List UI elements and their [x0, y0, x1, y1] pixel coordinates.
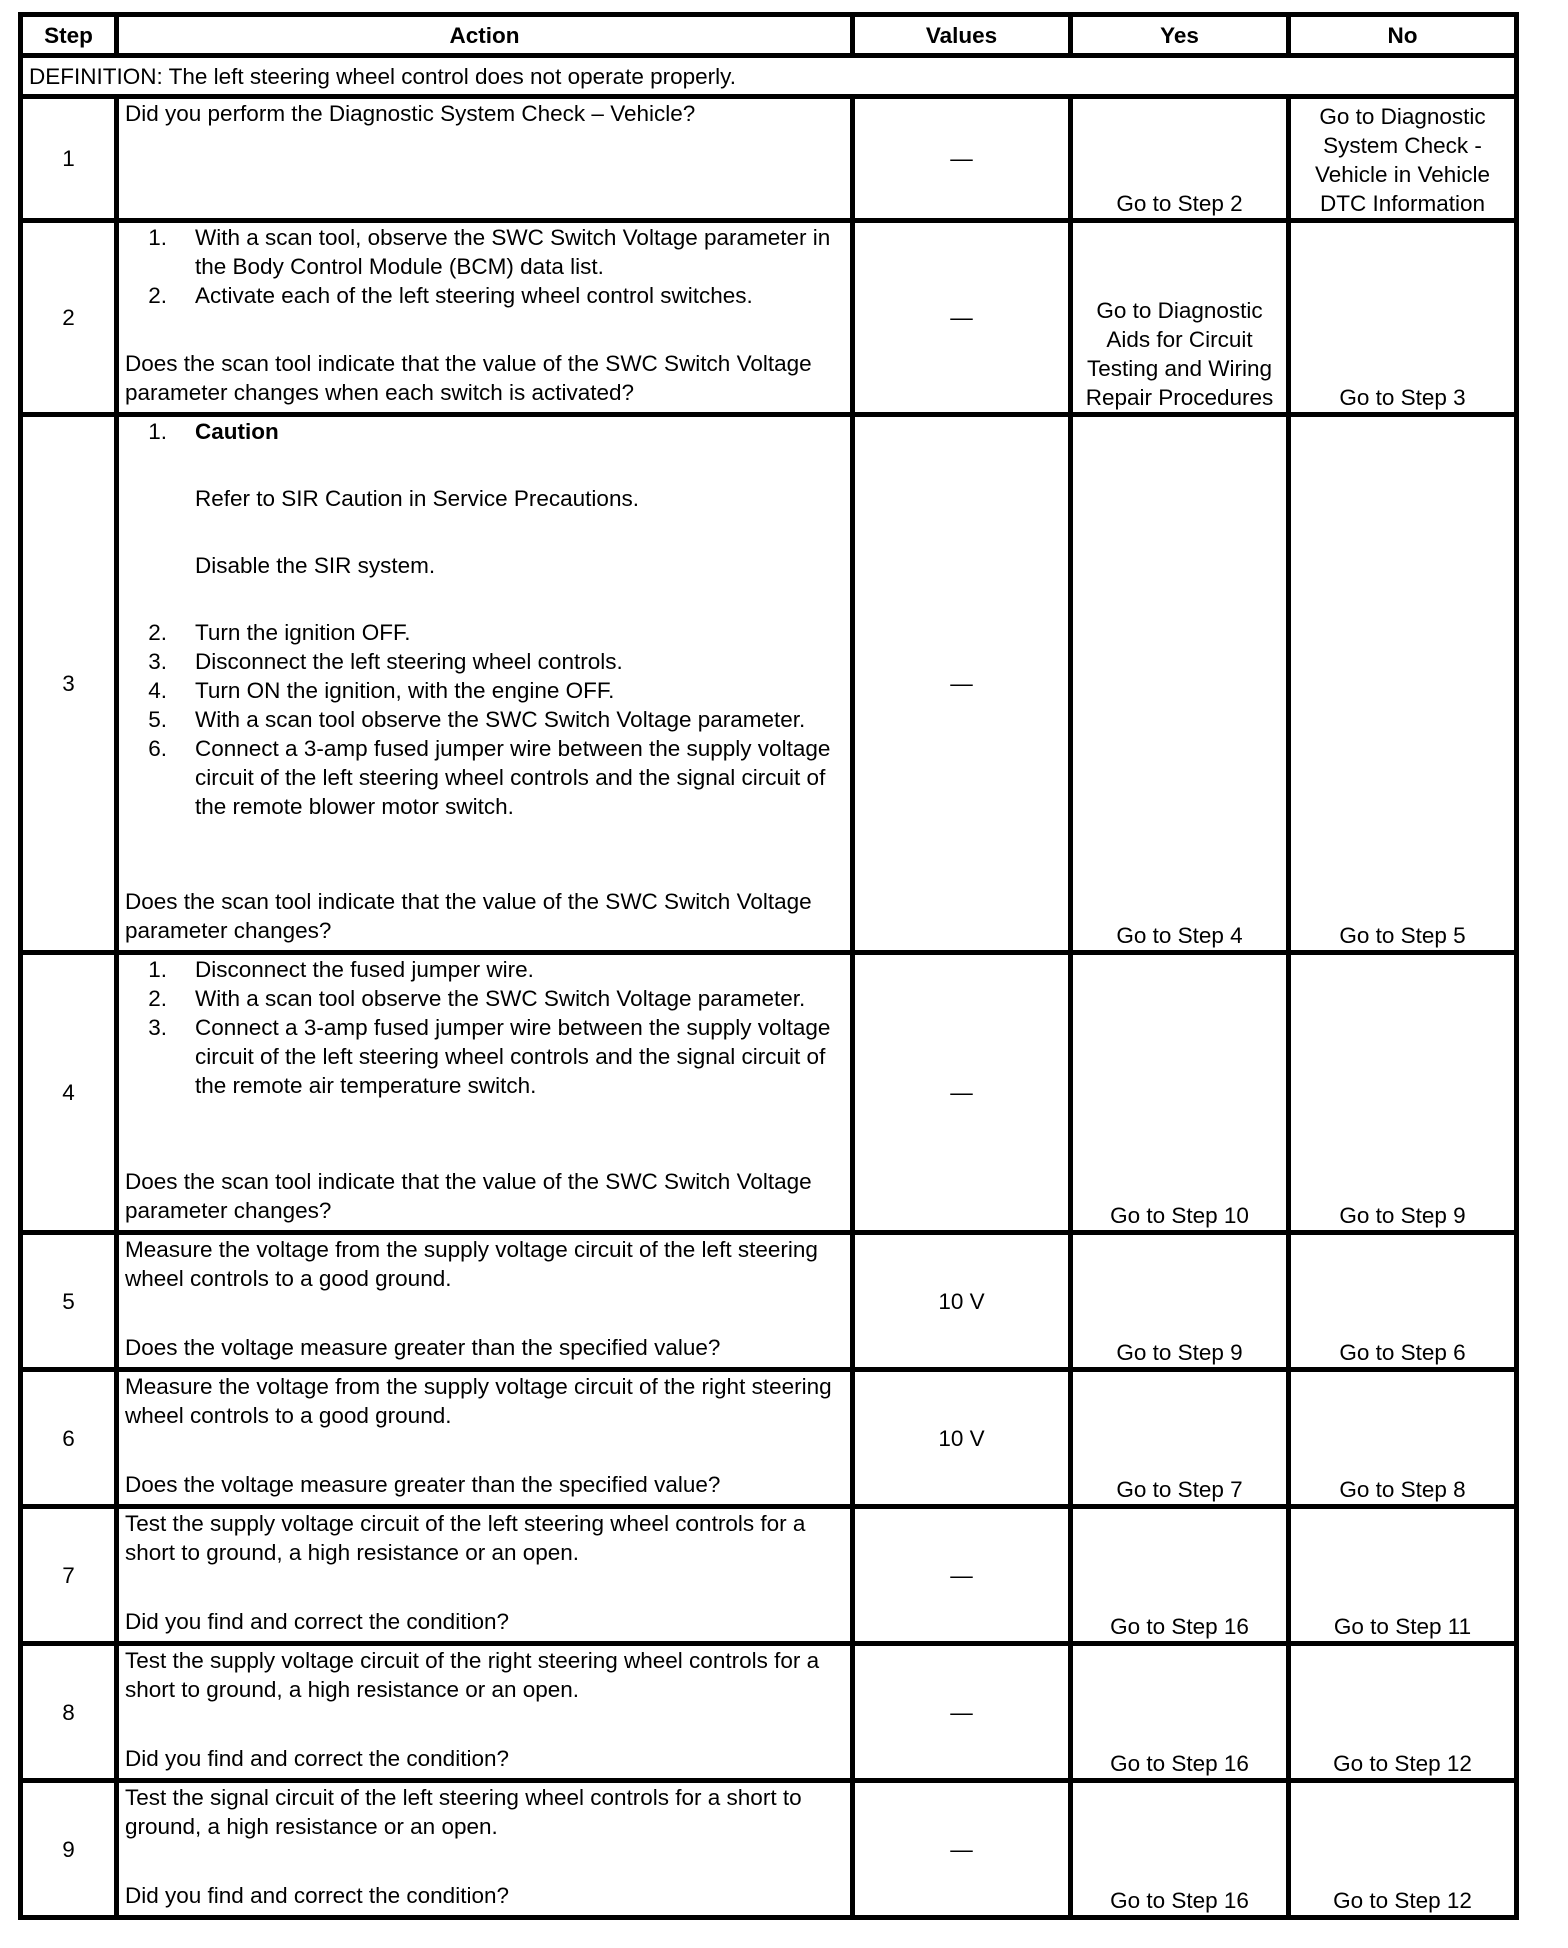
action-question: Does the scan tool indicate that the value of the SWC Switch Voltage parameter changes? [125, 889, 812, 943]
table-row [21, 953, 1517, 1233]
list-item: 2. With a scan tool observe the SWC Switch Voltage parameter. [148, 986, 806, 1011]
yes-cell: Go to Step 4 [1071, 415, 1289, 953]
header-yes: Yes [1071, 15, 1289, 56]
yes-cell: Go to Step 7 [1071, 1370, 1289, 1507]
list-item: 1. With a scan tool, observe the SWC Switch Voltage parameter in the Body Control Module (BCM) data list. [148, 225, 831, 279]
step-number: 7 [21, 1507, 117, 1644]
action-question: Does the voltage measure greater than the specified value? [125, 1335, 721, 1360]
value-cell: — [853, 221, 1071, 415]
action-question: Did you perform the Diagnostic System Check – Vehicle? [125, 101, 696, 126]
yes-cell: Go to Diagnostic Aids for Circuit Testing and Wiring Repair Procedures [1071, 221, 1289, 415]
step-number: 4 [21, 953, 117, 1233]
action-steps [125, 223, 844, 310]
action-question: Does the voltage measure greater than the specified value? [125, 1472, 721, 1497]
action-question: Does the scan tool indicate that the value of the SWC Switch Voltage parameter changes? [125, 1169, 812, 1223]
yes-cell: Go to Step 16 [1071, 1781, 1289, 1918]
action-cell [117, 1781, 853, 1918]
step-number: 2 [21, 221, 117, 415]
step-number: 3 [21, 415, 117, 953]
value-cell: 10 V [853, 1370, 1071, 1507]
value-cell: — [853, 415, 1071, 953]
no-cell: Go to Diagnostic System Check - Vehicle in Vehicle DTC Information [1289, 97, 1517, 221]
no-cell: Go to Step 5 [1289, 415, 1517, 953]
value-cell: — [853, 1781, 1071, 1918]
value-cell: — [853, 1507, 1071, 1644]
action-question: Did you find and correct the condition? [125, 1883, 509, 1908]
action-steps [125, 955, 844, 1100]
action-instruction: Measure the voltage from the supply voltage circuit of the right steering wheel controls to a good ground. [125, 1374, 832, 1428]
step-number: 8 [21, 1644, 117, 1781]
table-row [21, 97, 1517, 221]
value-cell: — [853, 953, 1071, 1233]
action-question: Did you find and correct the condition? [125, 1609, 509, 1634]
action-cell [117, 1233, 853, 1370]
action-cell [117, 953, 853, 1233]
action-question: Did you find and correct the condition? [125, 1746, 509, 1771]
table-row [21, 415, 1517, 953]
action-instruction: Test the supply voltage circuit of the right steering wheel controls for a short to ground, a high resistance or an open. [125, 1648, 820, 1702]
no-cell: Go to Step 3 [1289, 221, 1517, 415]
list-item: 2. Activate each of the left steering wheel control switches. [148, 283, 753, 308]
no-cell: Go to Step 8 [1289, 1370, 1517, 1507]
value-cell: — [853, 1644, 1071, 1781]
definition-text: DEFINITION: The left steering wheel control does not operate properly. [21, 56, 1517, 97]
list-item: 3. Connect a 3-amp fused jumper wire between the supply voltage circuit of the left steering wheel controls and the signal circuit of the remote air temperature switch. [148, 1015, 831, 1098]
diagnostic-table [18, 12, 1519, 1920]
action-cell [117, 221, 853, 415]
action-question: Does the scan tool indicate that the value of the SWC Switch Voltage parameter changes when each switch is activated? [125, 351, 812, 405]
step-number: 1 [21, 97, 117, 221]
yes-cell: Go to Step 2 [1071, 97, 1289, 221]
no-cell: Go to Step 12 [1289, 1781, 1517, 1918]
list-item: 6. Connect a 3-amp fused jumper wire between the supply voltage circuit of the left steering wheel controls and the signal circuit of the remote blower motor switch. [148, 736, 831, 819]
table-row [21, 1781, 1517, 1918]
action-instruction: Test the signal circuit of the left steering wheel controls for a short to ground, a high resistance or an open. [125, 1785, 802, 1839]
action-cell [117, 1370, 853, 1507]
definition-row [21, 56, 1517, 97]
step-number: 5 [21, 1233, 117, 1370]
action-instruction: Measure the voltage from the supply voltage circuit of the left steering wheel controls to a good ground. [125, 1237, 818, 1291]
caution-title: Caution [195, 419, 279, 444]
yes-cell: Go to Step 9 [1071, 1233, 1289, 1370]
list-item: 5. With a scan tool observe the SWC Switch Voltage parameter. [148, 707, 806, 732]
action-cell [117, 97, 853, 221]
action-cell [117, 415, 853, 953]
action-steps [125, 417, 844, 821]
table-row [21, 1370, 1517, 1507]
list-item: 1. Caution Refer to SIR Caution in Service Precautions. Disable the SIR system. [125, 417, 844, 618]
yes-cell: Go to Step 16 [1071, 1507, 1289, 1644]
value-cell: — [853, 97, 1071, 221]
table-row [21, 1233, 1517, 1370]
no-cell: Go to Step 12 [1289, 1644, 1517, 1781]
list-item: 3. Disconnect the left steering wheel controls. [148, 649, 623, 674]
value-cell: 10 V [853, 1233, 1071, 1370]
no-cell: Go to Step 11 [1289, 1507, 1517, 1644]
list-item: 1. Disconnect the fused jumper wire. [148, 957, 534, 982]
header-no: No [1289, 15, 1517, 56]
table-row [21, 1507, 1517, 1644]
step-number: 9 [21, 1781, 117, 1918]
yes-cell: Go to Step 16 [1071, 1644, 1289, 1781]
header-row [21, 15, 1517, 56]
step-number: 6 [21, 1370, 117, 1507]
caution-text: Refer to SIR Caution in Service Precautions. [195, 486, 639, 511]
table-row [21, 221, 1517, 415]
table-row [21, 1644, 1517, 1781]
list-item: 4. Turn ON the ignition, with the engine OFF. [148, 678, 615, 703]
no-cell: Go to Step 6 [1289, 1233, 1517, 1370]
action-cell [117, 1507, 853, 1644]
action-cell [117, 1644, 853, 1781]
caution-text: Disable the SIR system. [195, 553, 436, 578]
yes-cell: Go to Step 10 [1071, 953, 1289, 1233]
header-action: Action [117, 15, 853, 56]
header-step: Step [21, 15, 117, 56]
list-item: 2. Turn the ignition OFF. [148, 620, 411, 645]
no-cell: Go to Step 9 [1289, 953, 1517, 1233]
action-instruction: Test the supply voltage circuit of the left steering wheel controls for a short to ground, a high resistance or an open. [125, 1511, 806, 1565]
header-values: Values [853, 15, 1071, 56]
